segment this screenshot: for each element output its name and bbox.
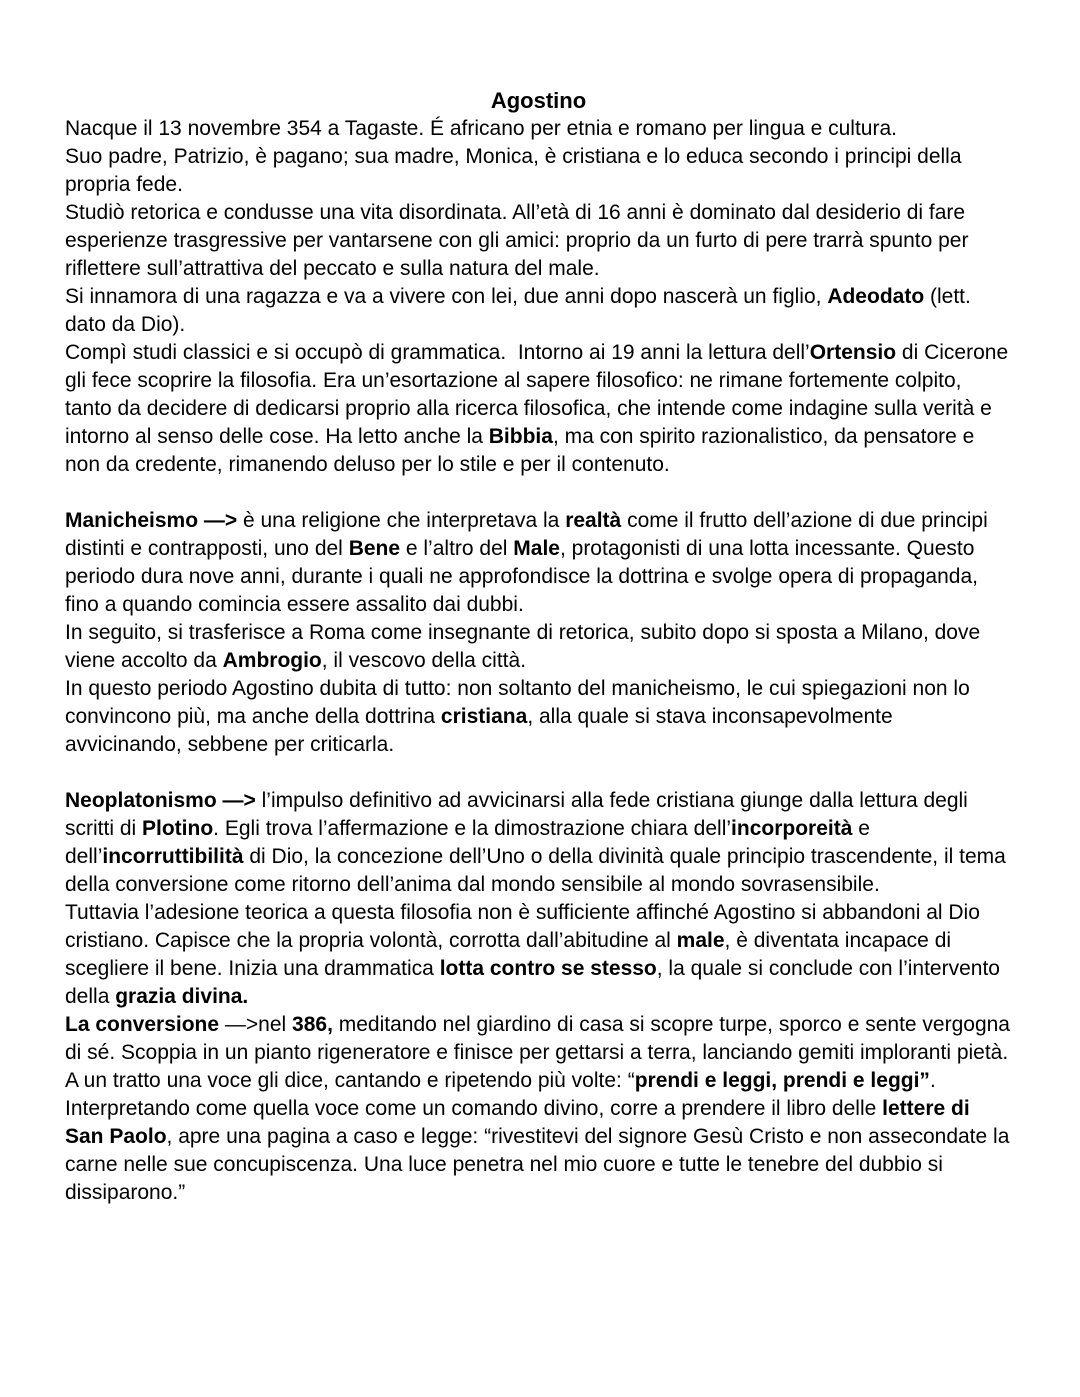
bold-text-run: lotta contro se stesso [439,957,657,980]
text-run: di Cicerone gli fece scoprire la filosofia. Era un’esortazione al sapere filosofico: ne rimane fortemente colpito, tanto da decidere di dedicarsi proprio alla ricerca filosofica, che intende come indagine sulla verità e intorno al senso delle cose. Ha letto anche la [65,341,1009,448]
text-run: , è diventata incapace di scegliere il bene. Inizia una drammatica [65,929,952,980]
bold-text-run: realtà [565,509,622,532]
text-run: Suo padre, Patrizio, è pagano; sua madre, Monica, è cristiana e lo educa secondo i principi della propria fede. [65,145,962,196]
paragraph [65,619,1012,675]
paragraph [65,899,1012,1011]
text-run: —>nel [219,1013,293,1036]
bold-text-run: Male [513,537,560,560]
text-run: In questo periodo Agostino dubita di tutto: non soltanto del manicheismo, le cui spiegazioni non lo convincono più, ma anche della dottrina [65,677,970,728]
bold-text-run: Plotino [142,817,214,840]
bold-text-run: Neoplatonismo —> [65,789,256,812]
paragraph [65,1011,1012,1067]
paragraph [65,1095,1012,1207]
text-run: (lett. dato da Dio). [65,285,971,336]
bold-text-run: prendi e leggi, prendi e leggi” [634,1069,930,1092]
blank-line [65,479,1012,507]
text-run: A un tratto una voce gli dice, cantando e ripetendo più volte: “ [65,1069,635,1092]
text-run: , alla quale si stava inconsapevolmente avvicinando, sebbene per criticarla. [65,705,893,756]
text-run: , apre una pagina a caso e legge: “rivestitevi del signore Gesù Cristo e non assecondate la carne nelle sue concupiscenza. Una luce penetra nel mio cuore e tutte le tenebre del dubbio si dissiparono.” [65,1125,1010,1204]
paragraph [65,507,1012,619]
paragraph [65,115,1012,143]
text-run: . Egli trova l’affermazione e la dimostrazione chiara dell’ [213,817,732,840]
text-run: di Dio, la concezione dell’Uno o della divinità quale principio trascendente, il tema della conversione come ritorno dell’anima dal mondo sensibile al mondo sovrasensibile. [65,845,1006,896]
paragraph [65,199,1012,283]
text-run: Nacque il 13 novembre 354 a Tagaste. É africano per etnia e romano per lingua e cultura. [65,117,897,140]
bold-text-run: La conversione [65,1013,220,1036]
text-run: l’impulso definitivo ad avvicinarsi alla fede cristiana giunge dalla lettura degli scritti di [65,789,968,840]
paragraph [65,143,1012,199]
text-run: , protagonisti di una lotta incessante. Questo periodo dura nove anni, durante i quali ne approfondisce la dottrina e svolge opera di propaganda, fino a quando comincia essere assalito dai dubbi. [65,537,978,616]
text-run: è una religione che interpretava la [237,509,566,532]
paragraph [65,787,1012,899]
text-run: , la quale si conclude con l’intervento della [65,957,1000,1008]
bold-text-run: incorporeità [731,817,853,840]
paragraph [65,1067,1012,1095]
paragraph [65,283,1012,339]
text-run: Studiò retorica e condusse una vita disordinata. All’età di 16 anni è dominato dal desiderio di fare esperienze trasgressive per vantarsene con gli amici: proprio da un furto di pere trarrà spunto per riflettere sull’attrattiva del peccato e sulla natura del male. [65,201,969,280]
blank-line [65,759,1012,787]
text-run: , ma con spirito razionalistico, da pensatore e non da credente, rimanendo deluso per lo stile e per il contenuto. [65,425,975,476]
paragraph [65,339,1012,479]
text-run: come il frutto dell’azione di due principi distinti e contrapposti, uno del [65,509,988,560]
bold-text-run: cristiana [440,705,528,728]
bold-text-run: 386, [292,1013,333,1036]
bold-text-run: male [676,929,725,952]
bold-text-run: Adeodato [827,285,925,308]
bold-text-run: Bibbia [488,425,553,448]
text-run: In seguito, si trasferisce a Roma come insegnante di retorica, subito dopo si sposta a Milano, dove viene accolto da [65,621,981,672]
bold-text-run: Bene [348,537,401,560]
text-run: Tuttavia l’adesione teorica a questa filosofia non è sufficiente affinché Agostino si abbandoni al Dio cristiano. Capisce che la propria volontà, corrotta dall’abitudine al [65,901,980,952]
text-run: e dell’ [65,817,870,868]
bold-text-run: Manicheismo —> [65,509,238,532]
bold-text-run: incorruttibilità [102,845,244,868]
text-run: Compì studi classici e si occupò di grammatica. Intorno ai 19 anni la lettura dell’ [65,341,810,364]
text-run: . [929,1069,936,1092]
document-body [65,115,1012,1207]
text-run: Si innamora di una ragazza e va a vivere con lei, due anni dopo nascerà un figlio, [65,285,828,308]
document-title: Agostino [490,88,587,113]
text-run: meditando nel giardino di casa si scopre turpe, sporco e sente vergogna di sé. Scoppia in un pianto rigeneratore e finisce per gettarsi a terra, lanciando gemiti imploranti pietà. [65,1013,1010,1064]
paragraph [65,675,1012,759]
bold-text-run: Ortensio [809,341,897,364]
text-run: , il vescovo della città. [321,649,527,672]
text-run: Interpretando come quella voce come un comando divino, corre a prendere il libro delle [65,1097,883,1120]
bold-text-run: Ambrogio [222,649,322,672]
bold-text-run: lettere di San Paolo [65,1097,970,1148]
bold-text-run: grazia divina. [115,985,249,1008]
text-run: e l’altro del [400,537,514,560]
